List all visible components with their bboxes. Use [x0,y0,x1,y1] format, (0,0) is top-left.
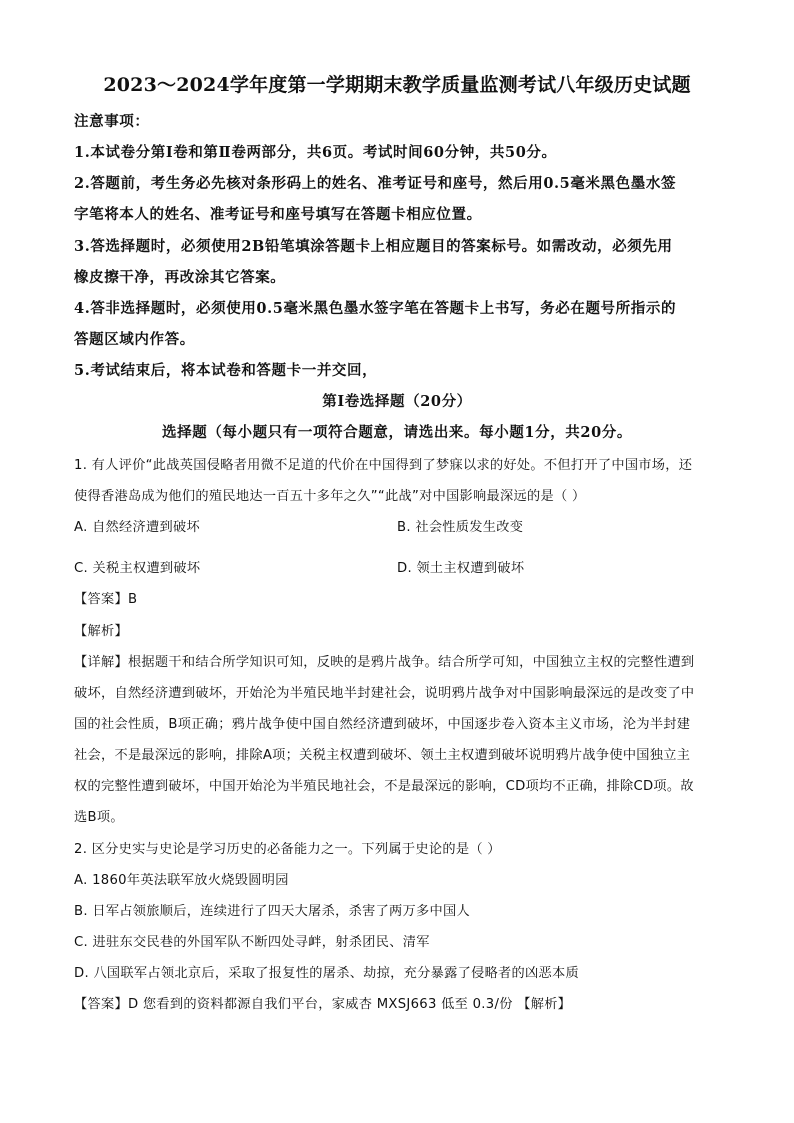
q2-option-d: D. 八国联军占领北京后，采取了报复性的屠杀、劫掠，充分暴露了侵略者的凶恶本质 [74,966,579,981]
q2-answer-tag: 【答案】 [74,997,128,1012]
q2-option-b: B. 日军占领旅顺后，连续进行了四天大屠杀，杀害了两万多中国人 [74,904,470,919]
q1-option-d: D. 领土主权遭到破坏 [397,561,525,576]
notice-item-4-line-2: 答题区域内作答。 [74,331,195,348]
q2-answer-row [74,993,571,1012]
notice-heading: 注意事项： [74,113,150,130]
promo-text: 您看到的资料都源自我们平台，家威杏 MXSJ663 低至 0.3/份 [142,997,513,1012]
q1-detail-line-5: 权的完整性遭到破坏，中国开始沦为半殖民地社会，不是最深远的影响，CD项均不正确，排除CD项。故 [74,779,694,794]
q2-analysis-tag: 【解析】 [517,997,572,1012]
q1-stem-line-2: 使得香港岛成为他们的殖民地达一百五十多年之久”“此战”对中国影响最深远的是（ ） [74,489,586,504]
notice-item-1: 1.本试卷分第Ⅰ卷和第Ⅱ卷两部分，共6页。考试时间60分钟，共50分。 [74,144,557,161]
q2-answer-value: D [127,997,139,1012]
section-instruction: 选择题（每小题只有一项符合题意，请选出来。每小题1分，共20分。 [162,424,632,441]
notice-item-3-line-1: 3.答选择题时，必须使用2B铅笔填涂答题卡上相应题目的答案标号。如需改动，必须先用 [74,238,673,255]
q1-detail-line-6: 选B项。 [74,810,124,825]
notice-item-4-line-1: 4.答非选择题时，必须使用0.5毫米黑色墨水签字笔在答题卡上书写，务必在题号所指示的 [74,300,677,317]
section-title: 第Ⅰ卷选择题（20分） [322,393,472,410]
q1-option-c: C. 关税主权遭到破坏 [74,561,201,576]
notice-item-3-line-2: 橡皮擦干净，再改涂其它答案。 [74,269,286,286]
q1-answer-tag: 【答案】 [74,592,128,607]
q1-detail-line-4: 社会，不是最深远的影响，排除A项；关税主权遭到破坏、领土主权遭到破坏说明鸦片战争使中国独立主 [74,748,691,763]
q1-answer [74,588,137,607]
q1-detail-line-2: 破坏，自然经济遭到破坏，开始沦为半殖民地半封建社会，说明鸦片战争对中国影响最深远的是改变了中 [74,686,695,701]
exam-title: 2023～2024学年度第一学期期末教学质量监测考试八年级历史试题 [103,74,691,96]
q1-option-a: A. 自然经济遭到破坏 [74,520,200,535]
q1-detail-line-3: 国的社会性质，B项正确；鸦片战争使中国自然经济遭到破坏，中国逐步卷入资本主义市场，沦为半封建 [74,717,691,732]
q1-analysis-tag: 【解析】 [74,624,128,639]
notice-item-2-line-1: 2.答题前，考生务必先核对条形码上的姓名、准考证号和座号，然后用0.5毫米黑色墨水签 [74,175,677,192]
q1-stem-line-1: 1. 有人评价“此战英国侵略者用微不足道的代价在中国得到了梦寐以求的好处。不但打开了中国市场，还 [74,458,693,473]
q2-option-a: A. 1860年英法联军放火烧毁圆明园 [74,873,289,888]
q1-detail-line-1: 【详解】根据题干和结合所学知识可知，反映的是鸦片战争。结合所学可知，中国独立主权的完整性遭到 [74,655,695,670]
notice-item-5: 5.考试结束后，将本试卷和答题卡一并交回， [74,362,378,379]
q2-stem: 2. 区分史实与史论是学习历史的必备能力之一。下列属于史论的是（ ） [74,842,501,857]
q2-option-c: C. 进驻东交民巷的外国军队不断四处寻衅，射杀团民、清军 [74,935,430,950]
q1-option-b: B. 社会性质发生改变 [397,520,524,535]
q1-answer-value: B [127,592,138,607]
notice-item-2-line-2: 字笔将本人的姓名、准考证号和座号填写在答题卡相应位置。 [74,206,482,223]
